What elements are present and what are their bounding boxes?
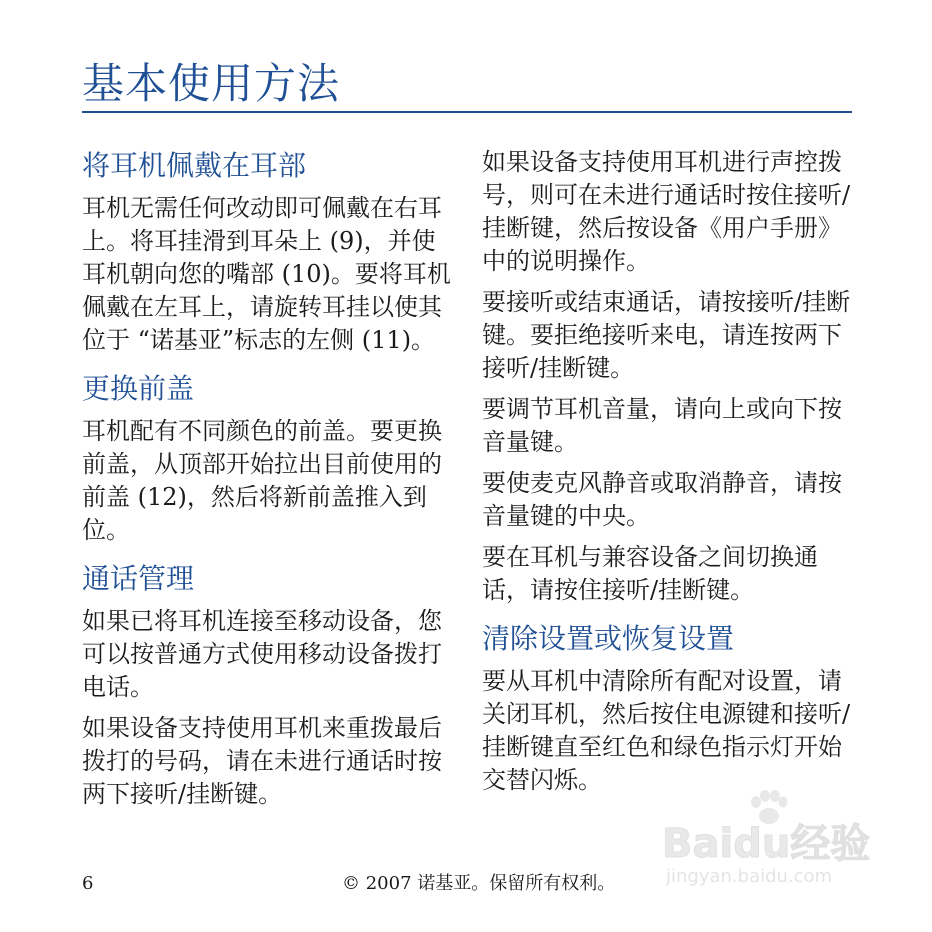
paragraph-wear: 耳机无需任何改动即可佩戴在右耳上。将耳挂滑到耳朵上 (9)，并使耳机朝向您的嘴部 (10)。要将耳机佩戴在左耳上，请旋转耳挂以使其位于 “诺基亚”标志的左侧 (11)。 <box>82 194 451 354</box>
watermark <box>662 790 872 900</box>
paragraph-answer-end: 要接听或结束通话，请按接听/挂断键。要拒绝接听来电，请连按两下接听/挂断键。 <box>482 288 851 382</box>
watermark-url: jingyan.baidu.com <box>666 866 833 887</box>
section-heading-reset: 清除设置或恢复设置 <box>482 622 735 655</box>
paragraph-mute: 要使麦克风静音或取消静音，请按音量键的中央。 <box>482 469 842 530</box>
section-heading-wear: 将耳机佩戴在耳部 <box>82 149 307 182</box>
paragraph-calls-2: 如果设备支持使用耳机来重拨最后拨打的号码，请在未进行通话时按两下接听/挂断键。 <box>82 714 442 808</box>
paragraph-reset: 要从耳机中清除所有配对设置，请关闭耳机，然后按住电源键和接听/挂断键直至红色和绿色指示灯开始交替闪烁。 <box>482 667 851 794</box>
section-heading-calls: 通话管理 <box>82 562 195 595</box>
section-heading-cover: 更换前盖 <box>82 372 195 405</box>
paragraph-voice-dial: 如果设备支持使用耳机进行声控拨号，则可在未进行通话时按住接听/挂断键，然后按设备《用户手册》中的说明操作。 <box>482 148 851 275</box>
watermark-brand: Baidu经验 <box>662 821 871 867</box>
title-divider <box>82 111 852 113</box>
paragraph-switch-call: 要在耳机与兼容设备之间切换通话，请按住接听/挂断键。 <box>482 543 818 604</box>
paragraph-cover: 耳机配有不同颜色的前盖。要更换前盖，从顶部开始拉出目前使用的前盖 (12)，然后将新前盖推入到位。 <box>82 417 442 544</box>
page-title: 基本使用方法 <box>82 59 341 108</box>
paragraph-volume: 要调节耳机音量，请向上或向下按音量键。 <box>482 395 842 456</box>
copyright-notice: © 2007 诺基亚。保留所有权利。 <box>342 873 616 894</box>
right-column <box>482 146 854 805</box>
left-column <box>82 146 454 819</box>
paragraph-calls-1: 如果已将耳机连接至移动设备，您可以按普通方式使用移动设备拨打电话。 <box>82 607 442 701</box>
page-number: 6 <box>82 873 94 894</box>
